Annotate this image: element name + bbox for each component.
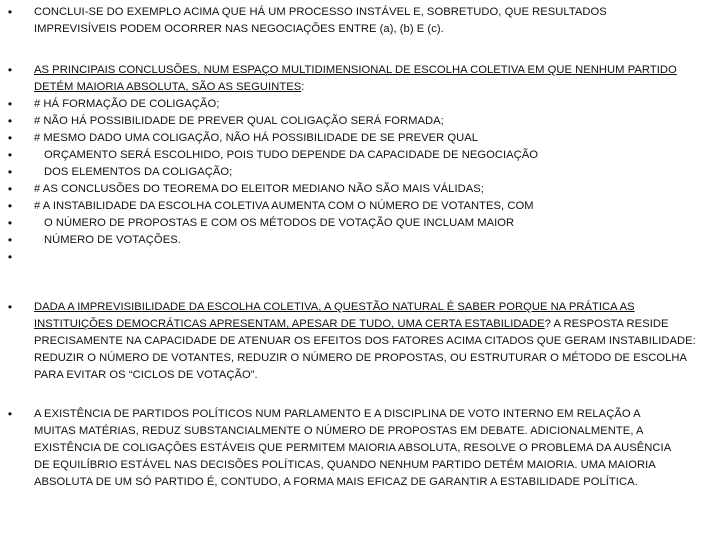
text-line: CONCLUI-SE DO EXEMPLO ACIMA QUE HÁ UM PROCESSO INSTÁVEL E, SOBRETUDO, QUE RESULTADOS [34, 6, 607, 18]
text-line: ABSOLUTA DE UM SÓ PARTIDO É, CONTUDO, A FORMA MAIS EFICAZ DE GARANTIR A ESTABILIDADE POLÍTICA. [34, 476, 638, 488]
text-line: REDUZIR O NÚMERO DE VOTANTES, REDUZIR O NÚMERO DE PROPOSTAS, OU ESTRUTURAR O MÉTODO DE ESCOLHA [34, 352, 688, 364]
conclusion-item: # HÁ FORMAÇÃO DE COLIGAÇÃO; [34, 98, 220, 110]
text-fragment: : [301, 81, 305, 93]
bullet: • [7, 250, 13, 264]
conclusion-item: # A INSTABILIDADE DA ESCOLHA COLETIVA AUMENTA COM O NÚMERO DE VOTANTES, COM [34, 200, 534, 212]
bullet: • [7, 148, 13, 162]
conclusion-item-continued: O NÚMERO DE PROPOSTAS E COM OS MÉTODOS DE VOTAÇÃO QUE INCLUAM MAIOR [44, 217, 515, 229]
conclusion-item: # MESMO DADO UMA COLIGAÇÃO, NÃO HÁ POSSIBILIDADE DE SE PREVER QUAL [34, 132, 479, 144]
text-line [34, 79, 716, 96]
bullet: • [7, 5, 13, 19]
bullet: • [7, 63, 13, 77]
text-line: EXISTÊNCIA DE COLIGAÇÕES ESTÁVEIS QUE PERMITEM MAIORIA ABSOLUTA, RESOLVE O PROBLEMA DA AUSÊNCIA [34, 442, 672, 454]
text-line: AS PRINCIPAIS CONCLUSÕES, NUM ESPAÇO MULTIDIMENSIONAL DE ESCOLHA COLETIVA EM QUE NENHUM PARTIDO [34, 64, 677, 76]
paragraph-2-text [34, 62, 716, 249]
conclusion-item-continued: ORÇAMENTO SERÁ ESCOLHIDO, POIS TUDO DEPENDE DA CAPACIDADE DE NEGOCIAÇÃO [44, 149, 539, 161]
bullet: • [7, 216, 13, 230]
conclusion-item: # AS CONCLUSÕES DO TEOREMA DO ELEITOR MEDIANO NÃO SÃO MAIS VÁLIDAS; [34, 183, 484, 195]
bullet: • [7, 407, 13, 421]
underlined-text: INSTITUIÇÕES DEMOCRÁTICAS APRESENTAM, APESAR DE TUDO, UMA CERTA ESTABILIDADE [34, 318, 545, 330]
text-line: DE EQUILÍBRIO ESTÁVEL NAS DECISÕES POLÍTICAS, QUANDO NENHUM PARTIDO DETÉM MAIORIA. UMA MAIORIA [34, 459, 656, 471]
text-line: PRECISAMENTE NA CAPACIDADE DE ATENUAR OS EFEITOS DOS FATORES ACIMA CITADOS QUE GERAM INSTABILIDADE: [34, 335, 696, 347]
bullet: • [7, 114, 13, 128]
bullet: • [7, 97, 13, 111]
paragraph-4-text [34, 406, 716, 491]
bullet: • [7, 233, 13, 247]
paragraph-3-text [34, 299, 716, 384]
text-fragment: ? A RESPOSTA RESIDE [544, 318, 669, 330]
text-line: A EXISTÊNCIA DE PARTIDOS POLÍTICOS NUM PARLAMENTO E A DISCIPLINA DE VOTO INTERNO EM RELAÇÃO A [34, 408, 641, 420]
text-line: DADA A IMPREVISIBILIDADE DA ESCOLHA COLETIVA, A QUESTÃO NATURAL É SABER PORQUE NA PRÁTICA AS [34, 301, 635, 313]
conclusion-item-continued: NÚMERO DE VOTAÇÕES. [44, 234, 181, 246]
conclusion-item: # NÃO HÁ POSSIBILIDADE DE PREVER QUAL COLIGAÇÃO SERÁ FORMADA; [34, 115, 444, 127]
text-line: IMPREVISÍVEIS PODEM OCORRER NAS NEGOCIAÇÕES ENTRE (a), (b) E (c). [34, 23, 444, 35]
bullet: • [7, 182, 13, 196]
underlined-text: DETÉM MAIORIA ABSOLUTA, SÃO AS SEGUINTES [34, 81, 302, 93]
paragraph-1-text [34, 4, 716, 38]
bullet: • [7, 131, 13, 145]
conclusion-item-continued: DOS ELEMENTOS DA COLIGAÇÃO; [44, 166, 233, 178]
text-line: PARA EVITAR OS “CICLOS DE VOTAÇÃO”. [34, 369, 258, 381]
bullet: • [7, 165, 13, 179]
text-line: MUITAS MATÉRIAS, REDUZ SUBSTANCIALMENTE O NÚMERO DE PROPOSTAS EM DEBATE. ADICIONALMENTE, A [34, 425, 644, 437]
text-line [34, 316, 716, 333]
bullet: • [7, 300, 13, 314]
bullet: • [7, 199, 13, 213]
